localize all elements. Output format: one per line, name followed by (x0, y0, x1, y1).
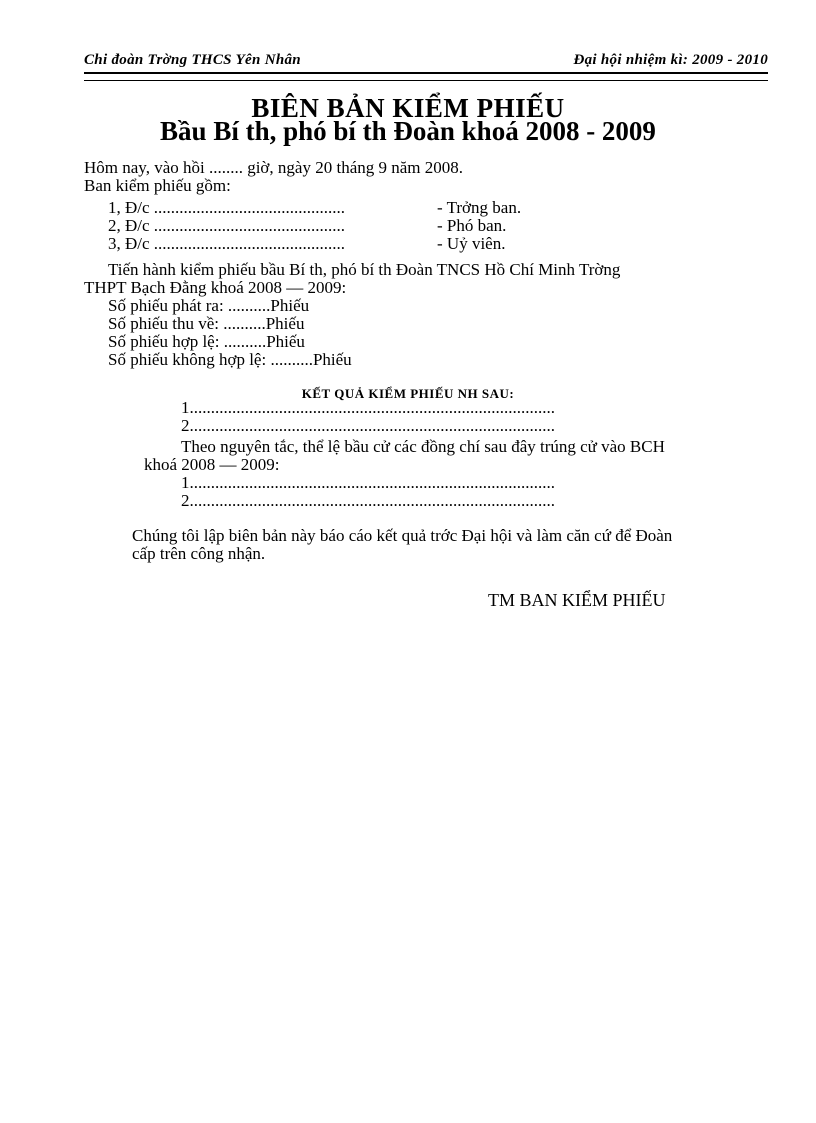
member-1-role: - Trởng ban. (437, 198, 522, 217)
signature-block: TM BAN KIỂM PHIẾU (488, 590, 666, 610)
member-3-name: 3, Đ/c ............................................. (108, 234, 346, 253)
proceed-line-2: THPT Bạch Đằng khoá 2008 — 2009: (84, 278, 347, 297)
result-line-1: 1...................................................................................... (181, 398, 555, 417)
result-heading: KẾT QUẢ KIỂM PHIẾU NH SAU: (301, 386, 515, 401)
header-divider (84, 72, 768, 81)
member-3-role: - Uỷ viên. (437, 234, 506, 253)
closing-line-1: Chúng tôi lập biên bản này báo cáo kết quả trớc Đại hội và làm căn cứ để Đoàn (132, 526, 673, 545)
document-subtitle: Bầu Bí th, phó bí th Đoàn khoá 2008 - 2009 (160, 116, 656, 146)
principle-line-2: khoá 2008 — 2009: (144, 455, 280, 474)
elected-line-1: 1...................................................................................... (181, 473, 555, 492)
member-1-name: 1, Đ/c ............................................. (108, 198, 346, 217)
header-organization: Chi đoàn Trờng THCS Yên Nhân (84, 52, 301, 68)
header-term: Đại hội nhiệm kì: 2009 - 2010 (573, 52, 768, 68)
principle-line-1: Theo nguyên tắc, thể lệ bầu cử các đồng chí sau đây trúng cử vào BCH (181, 437, 665, 456)
stat-valid: Số phiếu hợp lệ: ..........Phiếu (108, 332, 305, 351)
closing-line-2: cấp trên công nhận. (132, 544, 266, 563)
page-header (84, 52, 768, 74)
stat-invalid: Số phiếu không hợp lệ: ..........Phiếu (108, 350, 352, 369)
result-line-2: 2...................................................................................... (181, 416, 555, 435)
committee-label: Ban kiểm phiếu gồm: (84, 176, 231, 195)
elected-line-2: 2...................................................................................... (181, 491, 555, 510)
document-title: BIÊN BẢN KIỂM PHIẾU (251, 93, 565, 123)
proceed-line-1: Tiến hành kiểm phiếu bầu Bí th, phó bí th Đoàn TNCS Hồ Chí Minh Trờng (108, 260, 621, 279)
intro-line: Hôm nay, vào hồi ........ giờ, ngày 20 tháng 9 năm 2008. (84, 158, 464, 177)
member-2-name: 2, Đ/c ............................................. (108, 216, 346, 235)
stat-returned: Số phiếu thu về: ..........Phiếu (108, 314, 305, 333)
stat-issued: Số phiếu phát ra: ..........Phiếu (108, 296, 310, 315)
member-2-role: - Phó ban. (437, 216, 507, 235)
